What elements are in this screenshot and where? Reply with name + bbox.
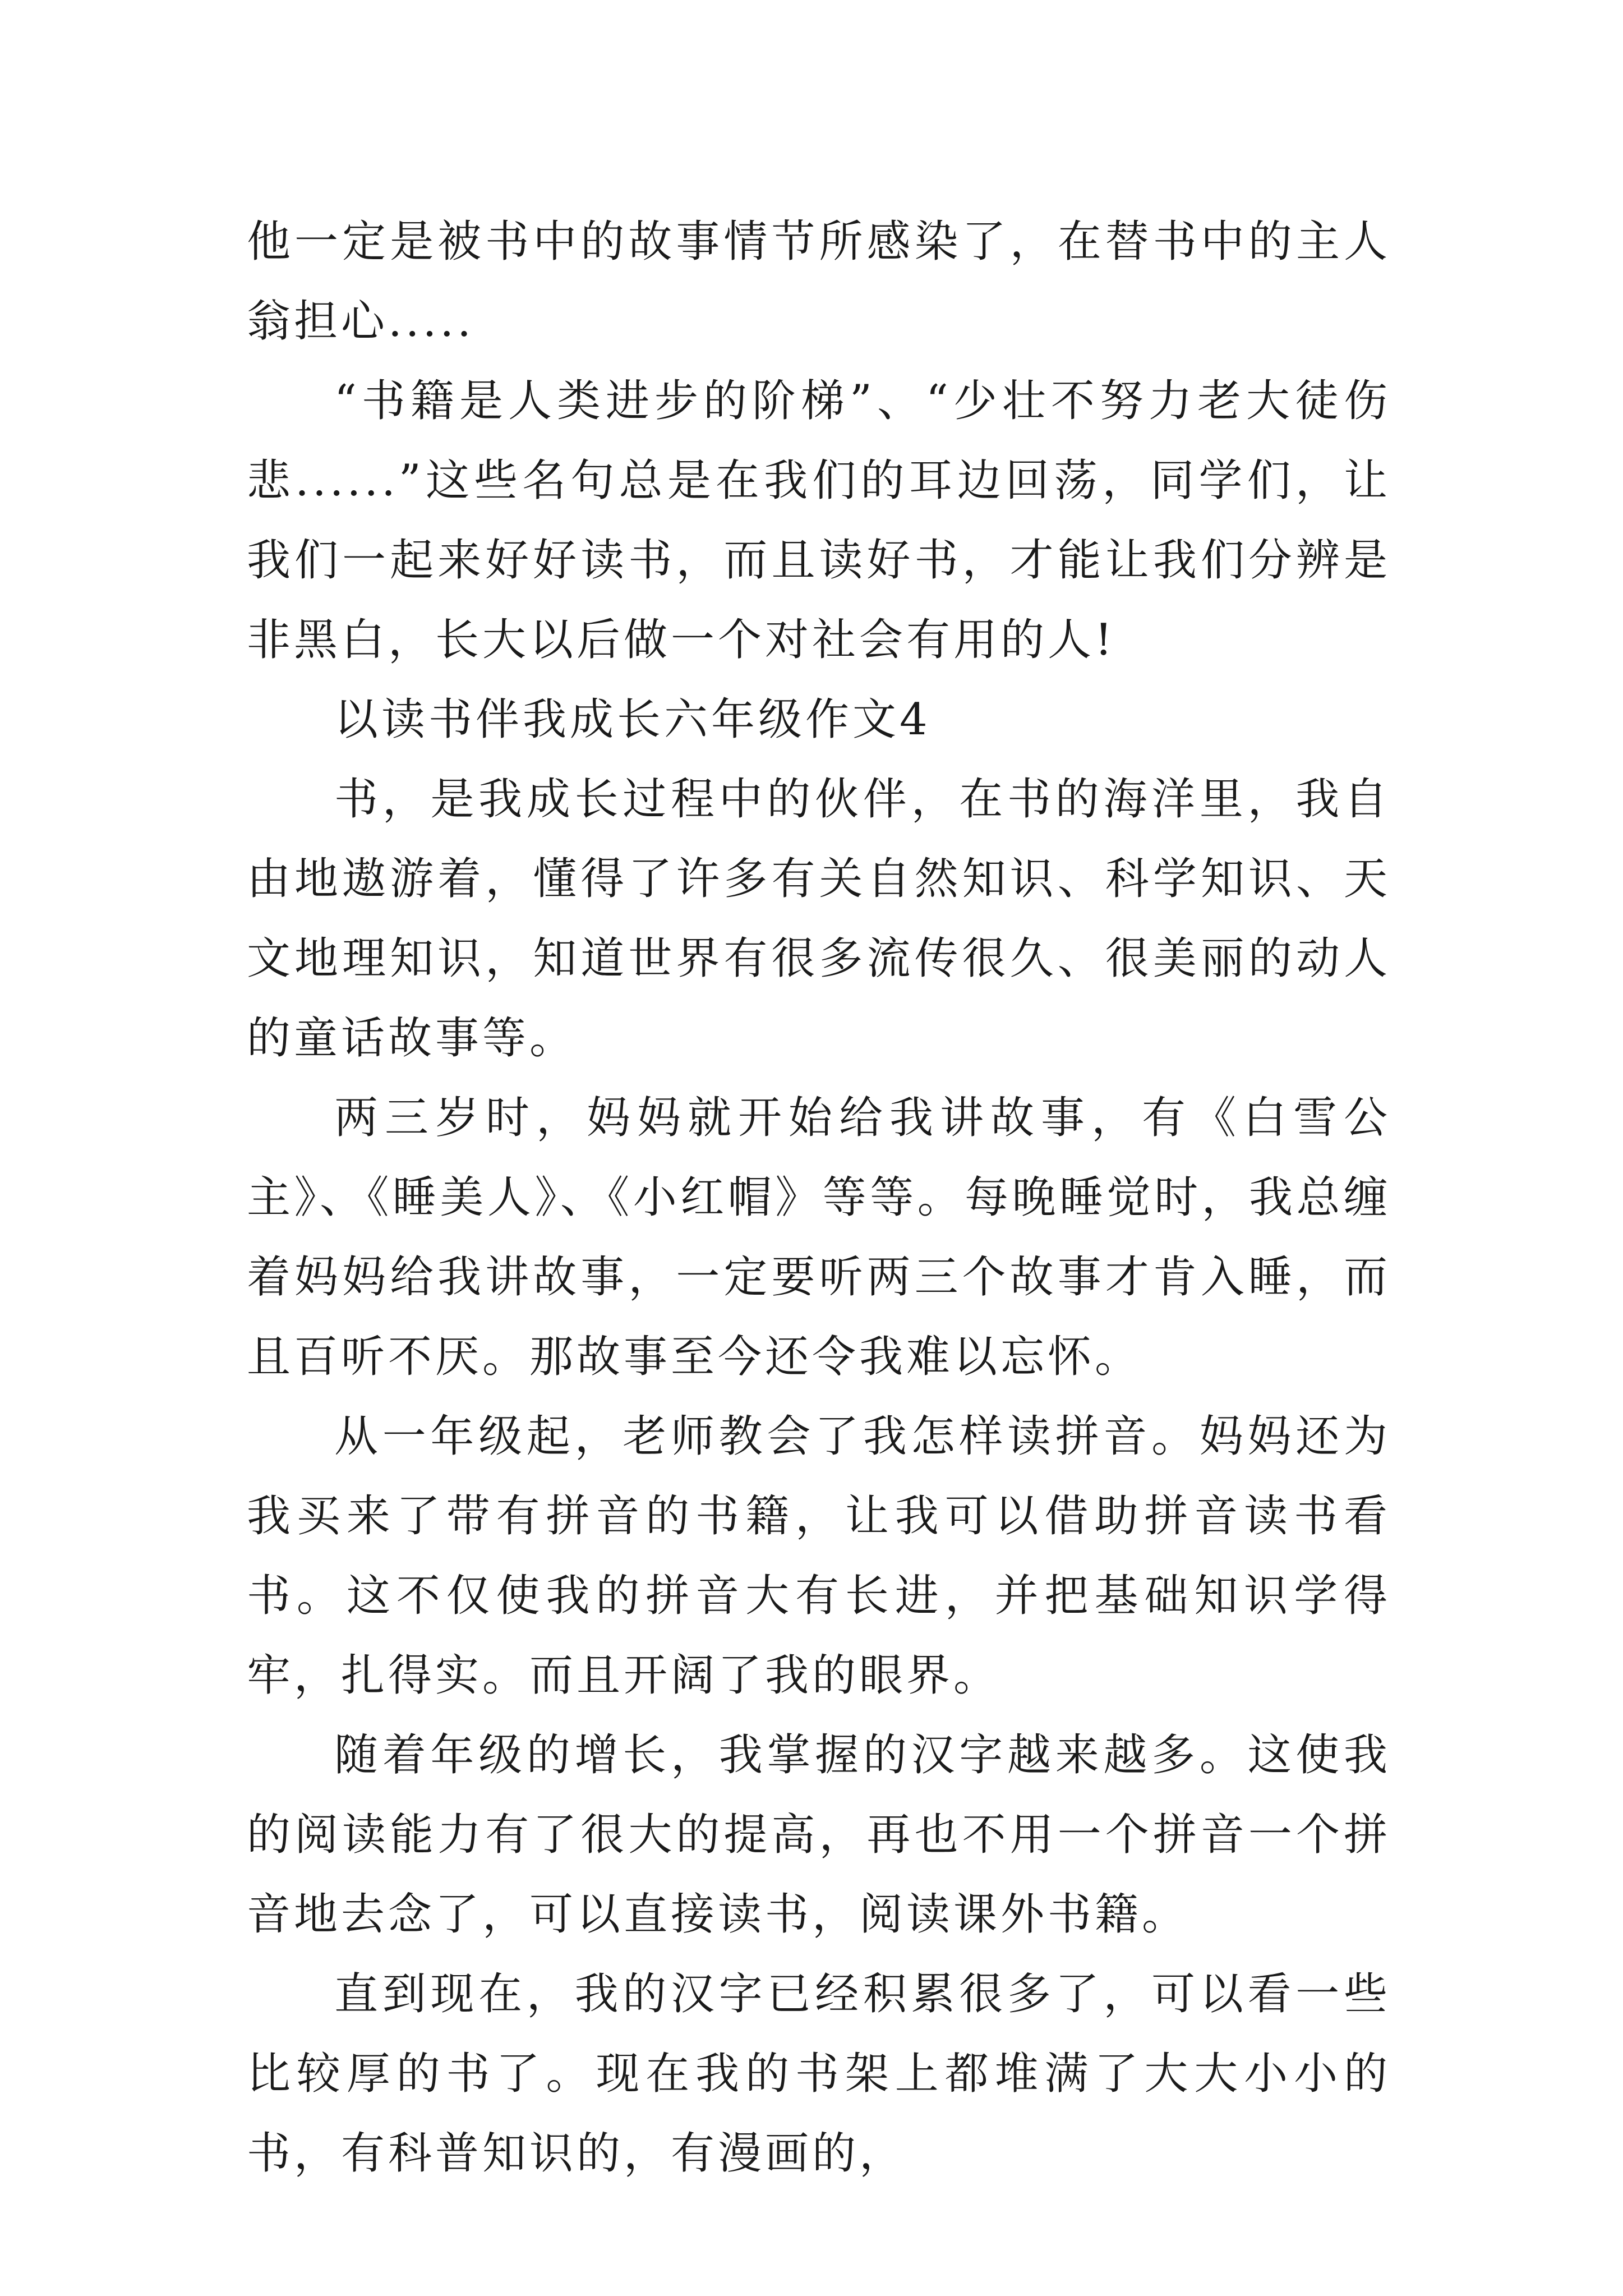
paragraph-reading-ability: 随着年级的增长，我掌握的汉字越来越多。这使我的阅读能力有了很大的提高，再也不用一个拼音一个拼音地去念了，可以直接读书，阅读课外书籍。 [247, 1730, 1391, 1940]
paragraph-quotes: “书籍是人类进步的阶梯”、“少壮不努力老大徒伤悲......”这些名句总是在我们的耳边回荡，同学们，让我们一起来好好读书，而且读好书，才能让我们分辨是非黑白，长大以后做一个对社会有用的人! [247, 376, 1391, 665]
paragraph-bookshelf: 直到现在，我的汉字已经积累很多了，可以看一些比较厚的书了。现在我的书架上都堆满了大大小小的书，有科普知识的，有漫画的， [247, 1969, 1391, 2179]
essay-title: 以读书伴我成长六年级作文4 [334, 694, 931, 745]
paragraph-pinyin: 从一年级起，老师教会了我怎样读拼音。妈妈还为我买来了带有拼音的书籍，让我可以借助拼音读书看书。这不仅使我的拼音大有长进，并把基础知识学得牢，扎得实。而且开阔了我的眼界。 [247, 1411, 1391, 1701]
document-body [247, 202, 1391, 2193]
paragraph-childhood-stories: 两三岁时，妈妈就开始给我讲故事，有《白雪公主》、《睡美人》、《小红帽》等等。每晚睡觉时，我总缠着妈妈给我讲故事，一定要听两三个故事才肯入睡，而且百听不厌。那故事至今还令我难以忘怀。 [247, 1093, 1391, 1382]
paragraph-continuation: 他一定是被书中的故事情节所感染了，在替书中的主人翁担心..... [247, 217, 1391, 347]
paragraph-books-companion: 书，是我成长过程中的伙伴，在书的海洋里，我自由地遨游着，懂得了许多有关自然知识、科学知识、天文地理知识，知道世界有很多流传很久、很美丽的动人的童话故事等。 [247, 774, 1391, 1064]
